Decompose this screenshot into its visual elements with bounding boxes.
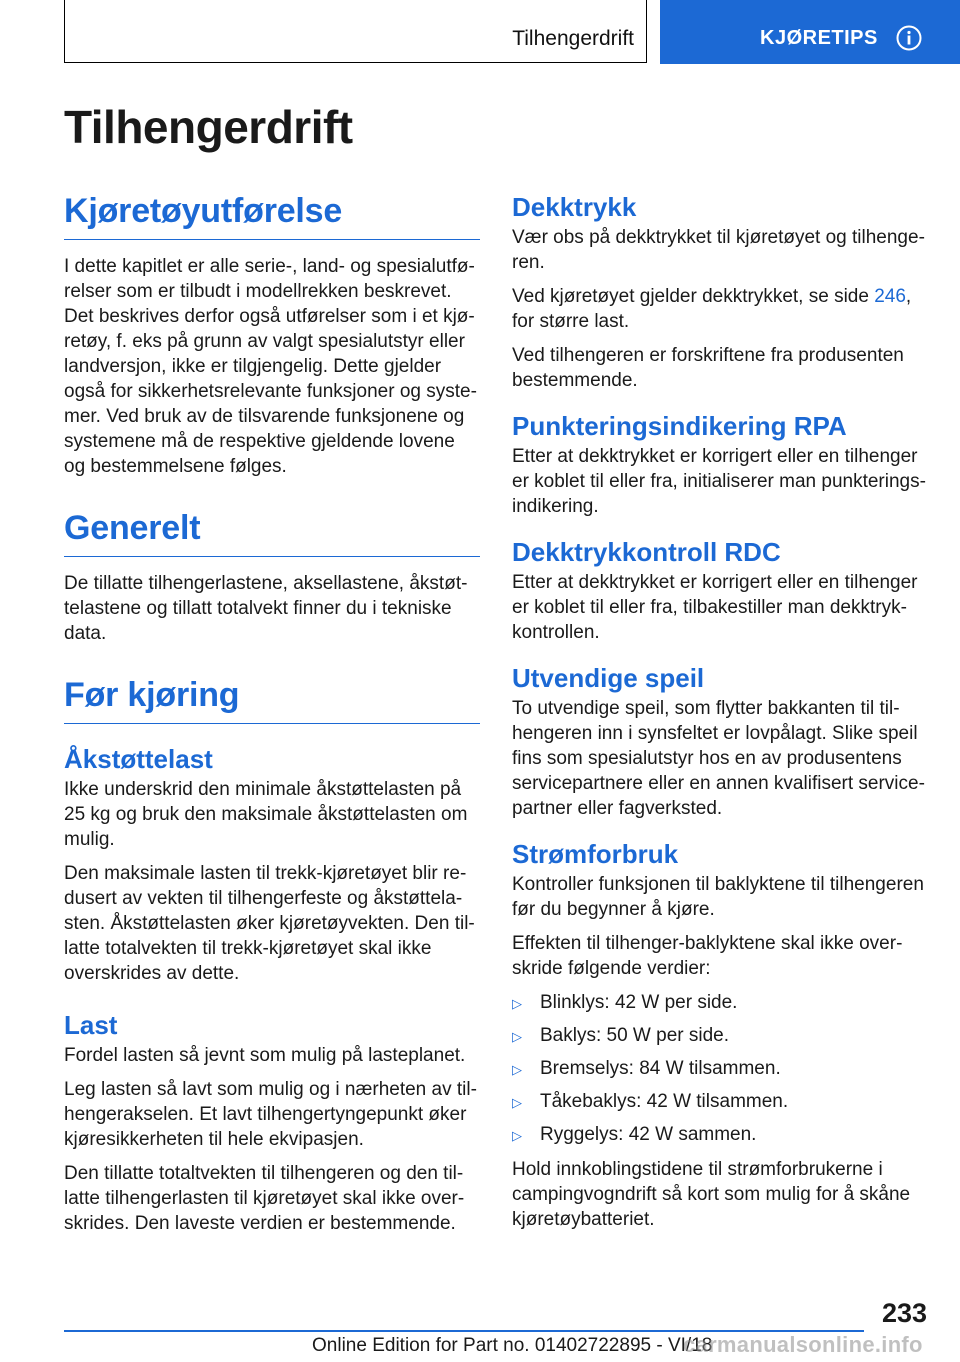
header-section-title: Tilhengerdrift [512,27,634,50]
paragraph: Vær obs på dekktrykket til kjøretøyet og tilhengeren. [512,227,925,273]
page-number: 233 [882,1298,928,1328]
paragraph-text: , for større last. [512,286,912,332]
section-title-for-kjoring: Før kjøring [64,676,480,724]
paragraph: Fordel lasten så jevnt som mulig på lasteplanet. [64,1045,466,1066]
list-item-text: Bremselys: 84 W tilsammen. [540,1058,781,1079]
list-item [512,990,928,1016]
paragraph: I dette kapitlet er alle serie-, land- og spesialutførelser som er tilbudt i modellrekken beskrevet. Det beskrives derfor også utførelser som i et kjøretøy, f. eks på grunn av valgt spesialutstyr eller landversjon, ikke er tilgjengelig. Dette gjelder også for sikkerhetsrelevante funksjoner og systemer. Ved bruk av de tilsvarende funksjonene og systemene må de respektive gjeldende lovene og bestemmelsene følges. [64,256,477,477]
header-tab-label[interactable]: KJØRETIPS [760,27,878,49]
triangle-bullet-icon: ▷ [512,1128,522,1143]
list-item [512,1122,928,1148]
triangle-bullet-icon: ▷ [512,1029,522,1044]
list-item-text: Ryggelys: 42 W sammen. [540,1124,757,1145]
page-title: Tilhengerdrift [64,101,353,153]
triangle-bullet-icon: ▷ [512,1095,522,1110]
triangle-bullet-icon: ▷ [512,1062,522,1077]
subsection-title-speil: Utvendige speil [512,663,705,693]
section-title-kjoretoyutforelse: Kjøretøyutførelse [64,192,480,240]
subsection-title-rdc: Dekktrykkontroll RDC [512,537,781,567]
list-item-text: Tåkebaklys: 42 W tilsammen. [540,1091,789,1112]
paragraph: Ved tilhengeren er forskriftene fra produsenten bestemmende. [512,345,904,391]
right-column [512,192,928,1241]
left-column [64,192,480,1245]
paragraph: Ikke underskrid den minimale åkstøttelasten på 25 kg og bruk den maksimale åkstøttelasten om mulig. [64,779,468,850]
list-item [512,1023,928,1049]
watermark: carmanualsonline.info [683,1332,923,1357]
paragraph: Leg lasten så lavt som mulig og i nærheten av tilhengerakselen. Et lavt tilhengertyngepunkt øker kjøresikkerheten til hele ekvipasjen. [64,1079,477,1150]
paragraph: Etter at dekktrykket er korrigert eller en tilhenger er koblet til eller fra, initialiserer man punkteringsindikering. [512,446,926,517]
footer-edition: Online Edition for Part no. 01402722895 - VI/18 [312,1335,713,1356]
paragraph: Effekten til tilhenger-baklyktene skal ikke overskride følgende verdier: [512,933,903,979]
paragraph: Den tillatte totaltvekten til tilhengeren og den tillatte tilhengerlasten til kjøretøyet skal ikke overskrides. Den laveste verdien er bestemmende. [64,1163,465,1234]
power-limits-list [512,990,928,1148]
paragraph: Den maksimale lasten til trekk-kjøretøyet blir redusert av vekten til tilhengerfeste og åkstøttelasten. Åkstøttelasten øker kjøretøyvekten. Den tillatte totalvekten til trekk-kjøretøyet skal ikke overskrides av dette. [64,863,475,984]
paragraph: Etter at dekktrykket er korrigert eller en tilhenger er koblet til eller fra, tilbakestiller man dekktrykkontrollen. [512,572,918,643]
subsection-title-last: Last [64,1010,118,1040]
info-icon[interactable] [896,25,922,51]
list-item-text: Baklys: 50 W per side. [540,1025,730,1046]
page-link[interactable]: 246 [874,286,906,307]
list-item [512,1056,928,1082]
paragraph: To utvendige speil, som flytter bakkanten til tilhengeren inn i synsfeltet er lovpålagt. Slike speil fins som spesialutstyr hos en av produsentens servicepartnere eller en annen kvalifisert servicepartner eller fagverksted. [512,698,925,819]
list-item [512,1089,928,1115]
paragraph: De tillatte tilhengerlastene, aksellastene, åkstøttelastene og tillatt totalvekt finner du i tekniske data. [64,573,468,644]
section-title-generelt: Generelt [64,509,480,557]
paragraph-text: Ved kjøretøyet gjelder dekktrykket, se side [512,286,875,307]
header-tab[interactable] [660,0,960,64]
subsection-title-stromforbruk: Strømforbruk [512,839,679,869]
subsection-title-akstottelast: Åkstøttelast [64,744,213,774]
paragraph: Kontroller funksjonen til baklyktene til tilhengeren før du begynner å kjøre. [512,874,924,920]
paragraph [512,284,928,334]
list-item-text: Blinklys: 42 W per side. [540,992,738,1013]
paragraph: Hold innkoblingstidene til strømforbrukerne i campingvogndrift så kort som mulig for å skåne kjøretøybatteriet. [512,1159,911,1230]
subsection-title-rpa: Punkteringsindikering RPA [512,411,847,441]
header-section-box [64,0,647,63]
triangle-bullet-icon: ▷ [512,996,522,1011]
subsection-title-dekktrykk: Dekktrykk [512,192,637,222]
